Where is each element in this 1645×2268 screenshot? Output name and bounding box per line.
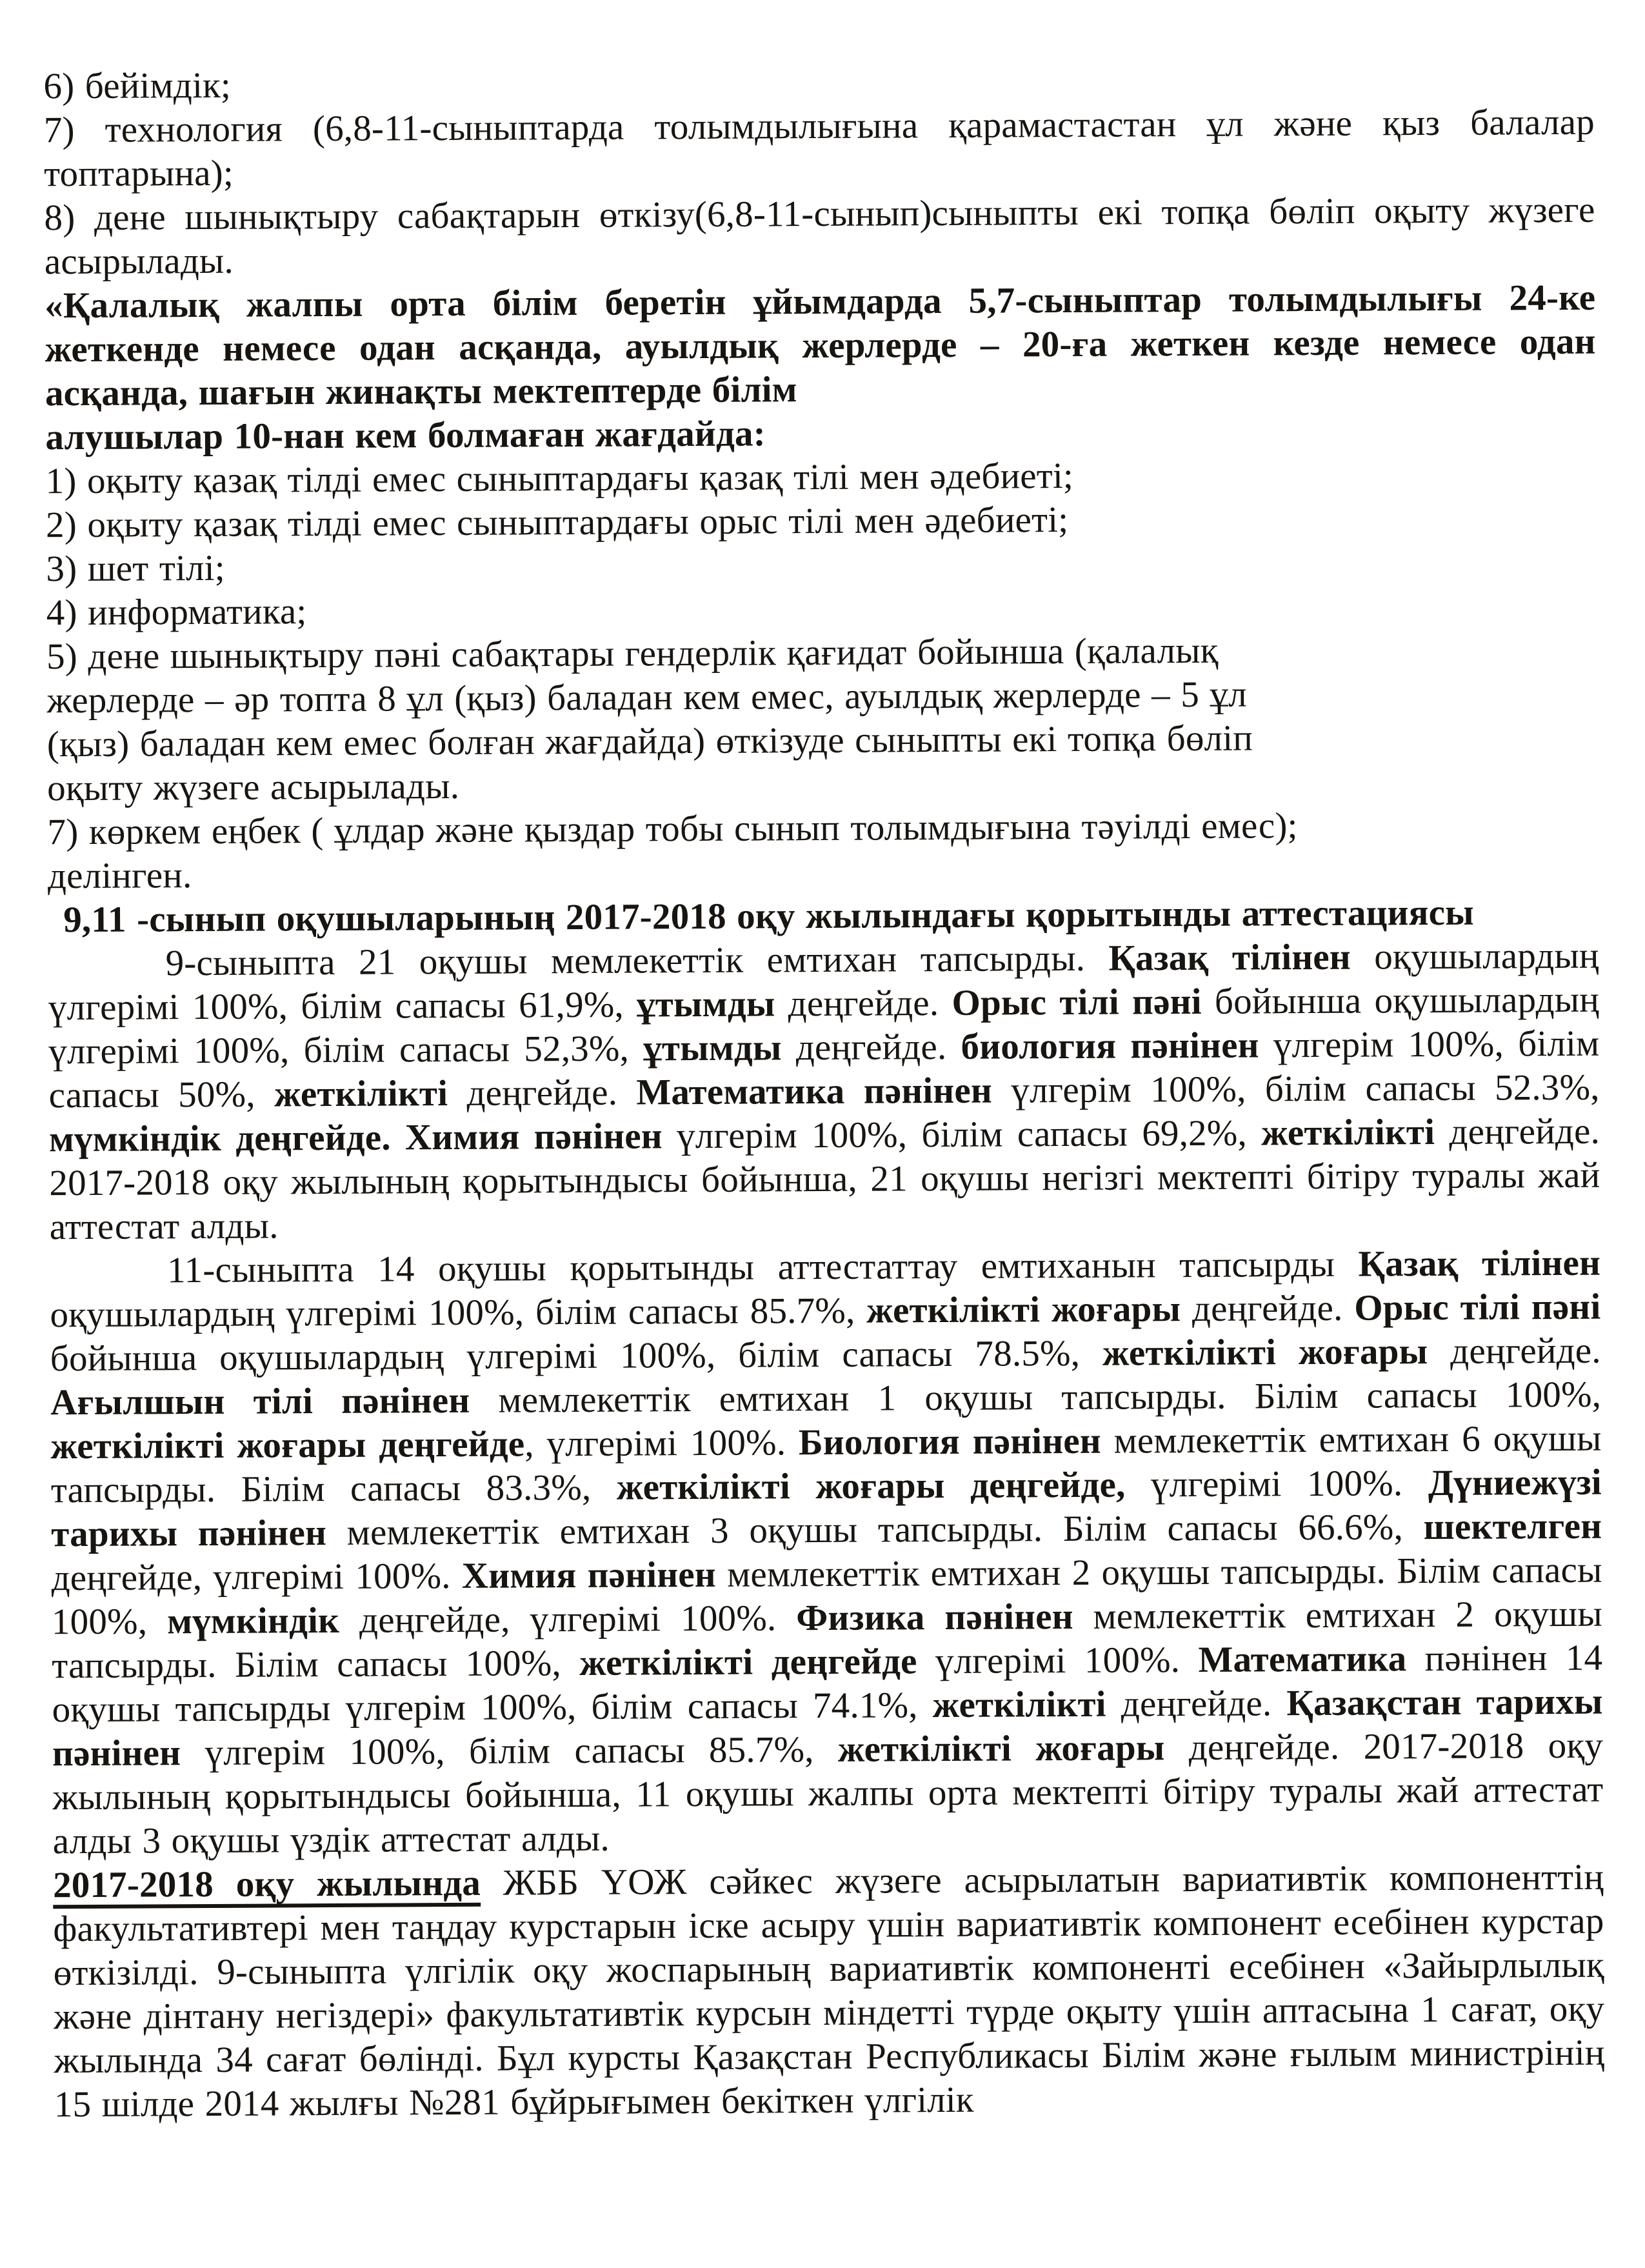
quote-closing	[48, 847, 1599, 899]
text-segment: жеткілікті жоғары деңгейде	[50, 1423, 525, 1467]
text-segment: мемлекеттік емтихан 6 оқушы тапсырды. Білім сапасы 83.3%,	[50, 1418, 1602, 1511]
document-text-column	[43, 57, 1605, 2127]
text-segment: Математика	[1198, 1638, 1425, 1680]
text-segment: 9,11 -сынып оқушыларының 2017-2018 оқу жылындағы қорытынды аттестациясы	[63, 892, 1475, 941]
text-segment: пәнінен 14 оқушы тапсырды үлгерім 100%, білім сапасы 74.1%,	[52, 1637, 1603, 1731]
text-segment: үлгерім 100%, білім сапасы 52.3%,	[1011, 1067, 1600, 1111]
text-segment: үлгерім 100%, білім сапасы 69,2%,	[676, 1112, 1262, 1157]
list-item-5-physical-education-gender	[46, 627, 1598, 811]
text-segment: 8) дене шынықтыру сабақтарын өткізу(6,8-11-сынып)сыныпты екі топқа бөліп оқыту жүзеге асырылады.	[44, 189, 1595, 283]
paragraph-grade-9-results	[48, 934, 1600, 1250]
text-segment: мемлекеттік емтихан 2 оқушы тапсырды. Білім сапасы 100%,	[52, 1593, 1603, 1687]
text-segment: биология пәнінен	[961, 1025, 1274, 1067]
list-item-7-technology	[44, 101, 1595, 197]
text-segment: мемлекеттік емтихан 1 оқушы тапсырды. Білім сапасы 100%,	[498, 1374, 1602, 1421]
text-segment: «Қалалық жалпы орта білім беретін ұйымдарда 5,7-сыныптар толымдылығы 24-ке жеткенде немесе одан асқанда, ауылдық жерлерде – 20-ға жеткен кезде немесе одан асқанда, шағын жинақты мектептерде білім	[45, 277, 1596, 414]
text-segment: жеткілікті жоғары	[866, 1289, 1193, 1331]
text-segment: (қыз) баладан кем емес болған жағдайда) өткізуде сыныпты екі топқа бөліп	[46, 718, 1253, 765]
text-segment: Химия пәнінен	[404, 1116, 677, 1158]
section-heading-attestation	[48, 890, 1599, 943]
text-segment: Орыс тілі пәні	[952, 981, 1215, 1023]
text-segment: деңгейде, үлгерімі 100%.	[51, 1555, 463, 1599]
text-segment: мүмкіндік деңгейде.	[48, 1117, 406, 1160]
text-segment: Математика пәнінен	[636, 1070, 1012, 1113]
text-segment: 2) оқыту қазақ тілді емес сыныптардағы орыс тілі мен әдебиеті;	[45, 499, 1069, 546]
text-segment: деңгейде.	[1450, 1330, 1601, 1372]
text-segment: жеткілікті жоғары	[1102, 1330, 1451, 1374]
text-segment: бойынша оқушылардың үлгерімі 100%, білім сапасы 52,3%,	[48, 979, 1600, 1072]
text-segment: деңгейде.	[1191, 1287, 1355, 1330]
text-segment: бойынша оқушылардың үлгерімі 100%, білім сапасы 78.5%,	[50, 1332, 1103, 1380]
text-segment: 7) технология (6,8-11-сыныптарда толымдылығына қарамастастан ұл және қыз балалар топтарына);	[43, 101, 1595, 195]
text-segment: оқыту жүзеге асырылады.	[47, 765, 460, 809]
bold-quote-block	[45, 276, 1596, 460]
text-segment: жеткілікті деңгейде	[579, 1641, 936, 1683]
text-segment: 9-сыныпта 21 оқушы мемлекеттік емтихан тапсырды.	[165, 938, 1109, 984]
text-segment: делінген.	[47, 855, 192, 897]
text-segment: 1) оқыту қазақ тілді емес сыныптардағы қазақ тілі мен әдебиеті;	[45, 455, 1074, 502]
text-segment: жеткілікті	[274, 1072, 467, 1115]
paragraph-grade-11-results	[50, 1241, 1604, 1864]
text-segment: жеткілікті	[1261, 1111, 1450, 1154]
text-segment: Химия пәнінен	[461, 1554, 728, 1596]
text-segment: мемлекеттік емтихан 2 оқушы тапсырды. Білім сапасы 100%,	[51, 1549, 1602, 1643]
text-segment: 3) шет тілі;	[46, 547, 225, 590]
list-item-1-kazakh-language	[46, 452, 1597, 504]
text-segment: , үлгерімі 100%.	[524, 1422, 799, 1465]
text-segment: Дүниежүзі тарихы пәнінен	[51, 1461, 1602, 1555]
text-segment: 4) информатика;	[46, 591, 307, 634]
text-segment: деңгейде.	[788, 982, 952, 1025]
text-segment: оқушылардың үлгерімі 100%, білім сапасы 61,9%,	[48, 935, 1599, 1029]
text-segment: Қазақ тілінен	[1358, 1242, 1601, 1285]
text-segment: жерлерде – әр топта 8 ұл (қыз) баладан кем емес, ауылдық жерлерде – 5 ұл	[46, 674, 1247, 721]
text-segment: үлгерім 100%, білім сапасы 85.7%,	[204, 1729, 839, 1774]
text-segment: ЖББ ҮОЖ сәйкес жүзеге асырылатын вариативтік компоненттің факультативтері мен таңдау курстарын іске асыру үшін вариативтік компонент есебінен курстар өткізілді. 9-сыныпта үлгілік оқу жоспарының вариативтік компоненті есебінен «Зайырлылық және дінтану негіздері» факультативтік курсын міндетті түрде оқыту үшін аптасына 1 сағат, оқу жылында 34 сағат бөлінді. Бұл курсты Қазақстан Республикасы Білім және ғылым министрінің 15 шілде 2014 жылғы №281 бұйрығымен бекіткен үлгілік	[53, 1856, 1605, 2125]
paragraph-variative-component	[53, 1856, 1605, 2127]
text-segment: жеткілікті	[932, 1683, 1121, 1726]
list-item-6	[43, 57, 1594, 109]
text-segment: үлгерім 100%, білім сапасы 50%,	[48, 1023, 1600, 1116]
text-segment: ұтымды	[643, 1027, 796, 1069]
list-item-7-art-labor	[47, 803, 1598, 855]
text-segment: оқушылардың үлгерімі 100%, білім сапасы 85.7%,	[50, 1290, 867, 1336]
text-segment: 7) көркем еңбек ( ұлдар және қыздар тобы сынып толымдығына тәуілді емес);	[47, 805, 1298, 853]
text-segment: ұтымды	[636, 983, 788, 1025]
text-segment: үлгерімі 100%.	[1125, 1463, 1428, 1505]
text-segment: Қазақ тілінен	[1108, 936, 1375, 979]
list-item-8-physical-education	[44, 188, 1595, 285]
text-segment: 2017-2018 оқу жылында	[52, 1862, 481, 1906]
list-item-4-informatics	[46, 583, 1597, 636]
text-segment: 6) бейімдік;	[43, 65, 232, 107]
text-segment: 5) дене шынықтыру пәні сабақтары гендерлік қағидат бойынша (қалалық	[46, 630, 1219, 677]
text-segment: деңгейде. 2017-2018 оқу жылының қорытындысы бойынша, 21 оқушы негізгі мектепті бітіру туралы жай аттестат алды.	[49, 1110, 1600, 1248]
text-segment: деңгейде.	[795, 1026, 961, 1069]
text-segment: деңгейде.	[466, 1072, 637, 1114]
text-segment: Орыс тілі пәні	[1354, 1286, 1601, 1329]
list-item-2-russian-language	[46, 496, 1597, 548]
text-segment: алушылар 10-нан кем болмаған жағдайда:	[45, 413, 766, 458]
text-segment: деңгейде, үлгерімі 100%.	[359, 1598, 797, 1641]
text-segment: Ағылшын тілі пәнінен	[50, 1380, 499, 1423]
text-segment: шектелген	[1423, 1505, 1602, 1548]
text-segment: Физика пәнінен	[796, 1596, 1093, 1639]
text-segment: Биология пәнінен	[798, 1420, 1114, 1463]
text-segment: Қазақстан тарихы пәнінен	[52, 1681, 1603, 1774]
text-segment: мүмкіндік	[166, 1600, 360, 1642]
text-segment: жеткілікті жоғары деңгейде,	[616, 1464, 1126, 1508]
text-segment: 11-сыныпта 14 оқушы қорытынды аттестаттау емтиханын тапсырды	[166, 1243, 1359, 1291]
text-segment: деңгейде.	[1121, 1683, 1287, 1725]
text-segment: деңгейде. 2017-2018 оқу жылының қорытындысы бойынша, 11 оқушы жалпы орта мектепті бітіру туралы жай аттестат алды 3 оқушы үздік аттестат алды.	[52, 1725, 1604, 1862]
text-segment: жеткілікті жоғары	[837, 1727, 1189, 1770]
text-segment: мемлекеттік емтихан 3 оқушы тапсырды. Білім сапасы 66.6%,	[346, 1507, 1424, 1553]
text-segment: үлгерімі 100%.	[935, 1639, 1199, 1682]
list-item-3-foreign-language	[46, 539, 1597, 592]
